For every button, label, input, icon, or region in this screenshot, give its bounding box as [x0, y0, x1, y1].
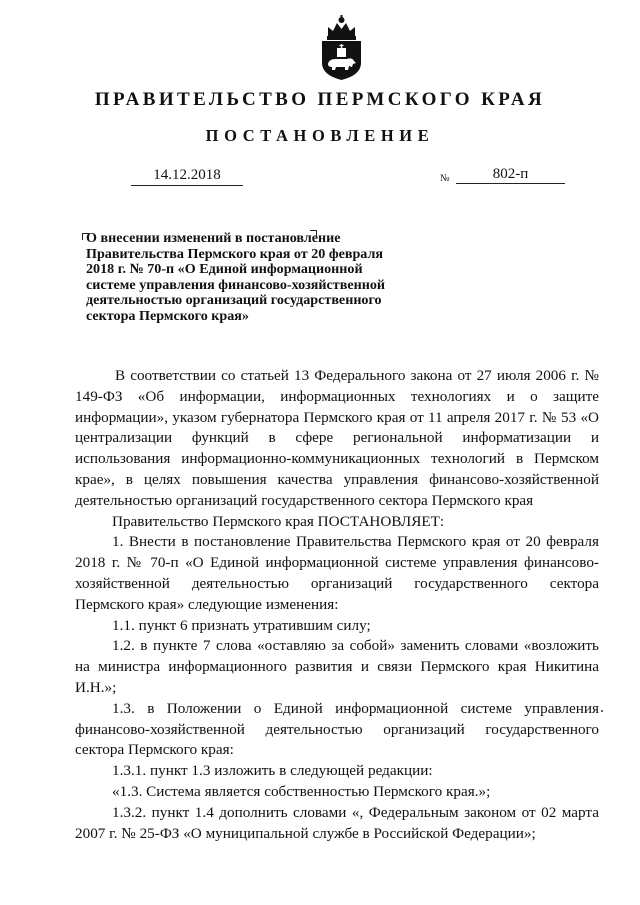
document-date: 14.12.2018 — [153, 167, 221, 183]
resolution-paragraph: Правительство Пермского края ПОСТАНОВЛЯЕТ: — [112, 512, 445, 530]
subject-line: деятельностью организаций государственного — [86, 292, 382, 309]
document-number: 802-п — [492, 166, 529, 182]
subject-line: сектора Пермского края» — [86, 307, 249, 324]
number-label: № — [440, 173, 450, 184]
subject-line: системе управления финансово-хозяйственной — [86, 276, 386, 293]
clause-1-3-paragraph: 1.3. в Положении о Единой информационной системе управления финансово-хозяйственной деятельностью организаций государственного сектора Пермского края: — [75, 699, 599, 759]
clause-1-2-paragraph: 1.2. в пункте 7 слова «оставляю за собой» заменить словами «возложить на министра информационного развития и связи Пермского края Никитина И.Н.»; — [75, 637, 599, 696]
preamble-paragraph: В соответствии со статьей 13 Федерального закона от 27 июля 2006 г. № 149-ФЗ «Об информации, информационных технологиях и о защите информации», указом губернатора Пермского края от 11 апреля 2017 г. № 53 «О централизации функций в сфере региональной информатизации и использования информационно-коммуникационных технологий в Пермском крае», в целях повышения качества управления финансово-хозяйственной деятельностью организаций государственного сектора Пермского края — [75, 367, 599, 509]
clause-1-paragraph: 1. Внести в постановление Правительства Пермского края от 20 февраля 2018 г. № 70-п «О Единой информационной системе управления финансово-хозяйственной деятельностью организаций государственного сектора Пермского края» следующие изменения: — [75, 533, 599, 613]
document-type: ПОСТАНОВЛЕНИЕ — [205, 126, 435, 145]
subject-line: О внесении изменений в постановление — [86, 230, 341, 246]
number-underline — [456, 183, 565, 184]
government-title: ПРАВИТЕЛЬСТВО ПЕРМСКОГО КРАЯ — [94, 89, 546, 110]
clause-1-1-paragraph: 1.1. пункт 6 признать утратившим силу; — [112, 616, 371, 634]
clause-1-3-2-paragraph: 1.3.2. пункт 1.4 дополнить словами «, Федеральным законом от 02 марта 2007 г. № 25-ФЗ «О муниципальной службе в Российской Федерации»; — [75, 803, 599, 842]
coat-of-arms-icon — [319, 15, 364, 81]
clause-1-3-1-paragraph: 1.3.1. пункт 1.3 изложить в следующей редакции: — [112, 762, 433, 780]
date-underline — [131, 185, 243, 186]
scan-artifact-dot — [601, 710, 603, 712]
clause-1-3-quote-paragraph: «1.3. Система является собственностью Пермского края.»; — [112, 782, 491, 800]
subject-line: 2018 г. № 70-п «О Единой информационной — [86, 261, 363, 278]
subject-line: Правительства Пермского края от 20 февраля — [86, 245, 384, 262]
document-subject — [86, 231, 416, 325]
document-body — [75, 366, 599, 844]
